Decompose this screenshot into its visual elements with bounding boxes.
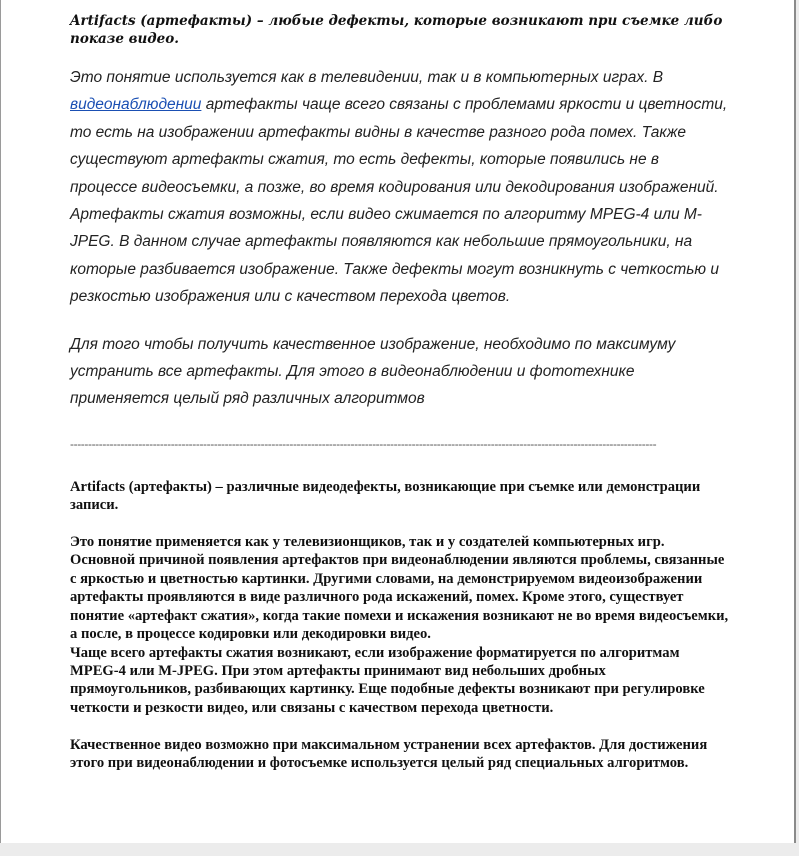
bold-definition-heading: Artifacts (артефакты) – различные видеодефекты, возникающие при съемке или демонстрации записи. (70, 478, 701, 514)
paragraph-artifacts-usage (70, 64, 730, 311)
videonablyudenie-link[interactable]: видеонаблюдении (70, 96, 202, 114)
bold-paragraph-causes: Это понятие применяется как у телевизионщиков, так и у создателей компьютерных игр. Основной причиной появления артефактов при видеонаблюдении являются проблемы, связанные с яркостью и цветностью картинки. Другими словами, на демонстрируемом видеоизображении артефакты проявляются в виде различного рода искажений, помех. Кроме этого, существует понятие «артефакт сжатия», когда такие помехи и искажения возникают не во время видеосъемки, а после, в процессе кодировки или декодировки видео. (70, 534, 729, 643)
window-bottom-edge (0, 843, 799, 856)
dashed-divider: ------------------------------------------------------------------------------------------------------------------------------------------------------------------- (70, 436, 657, 451)
bold-paragraph-quality: Качественное видео возможно при максимальном устранении всех артефактов. Для достижения этого при видеонаблюдении и фотосъемке используется целый ряд специальных алгоритмов. (70, 736, 708, 771)
intro-definition: Artifacts (артефакты) – любые дефекты, которые возникают при съемке либо показе видео. (70, 13, 723, 47)
paragraph-text-before-link: Это понятие используется как в телевидении, так и в компьютерных играх. В (70, 69, 664, 86)
document-content (70, 12, 730, 772)
bold-paragraph-compression: Чаще всего артефакты сжатия возникают, если изображение форматируется по алгоритмам MPEG-4 или M-JPEG. При этом артефакты принимают вид небольших дробных прямоугольников, разбивающих картинку. Еще подобные дефекты возникают при регулировке четкости и резкости видео, или связаны с качеством перехода цветности. (70, 644, 705, 716)
paragraph-quality-image: Для того чтобы получить качественное изображение, необходимо по максимуму устранить все артефакты. Для этого в видеонаблюдении и фототехнике применяется целый ряд различных алгоритмов (70, 335, 676, 408)
paragraph-text-after-link: артефакты чаще всего связаны с проблемами яркости и цветности, то есть на изображении артефакты видны в качестве разного рода помех. Также существуют артефакты сжатия, то есть дефекты, которые появились не в процессе видеосъемки, а позже, во время кодирования или декодирования изображений. Артефакты сжатия возможны, если видео сжимается по алгоритму MPEG-4 или M-JPEG. В данном случае артефакты появляются как небольшие прямоугольники, на которые разбивается изображение. Также дефекты могут возникнуть с четкостью и резкостью изображения или с качеством перехода цветов. (70, 96, 728, 306)
